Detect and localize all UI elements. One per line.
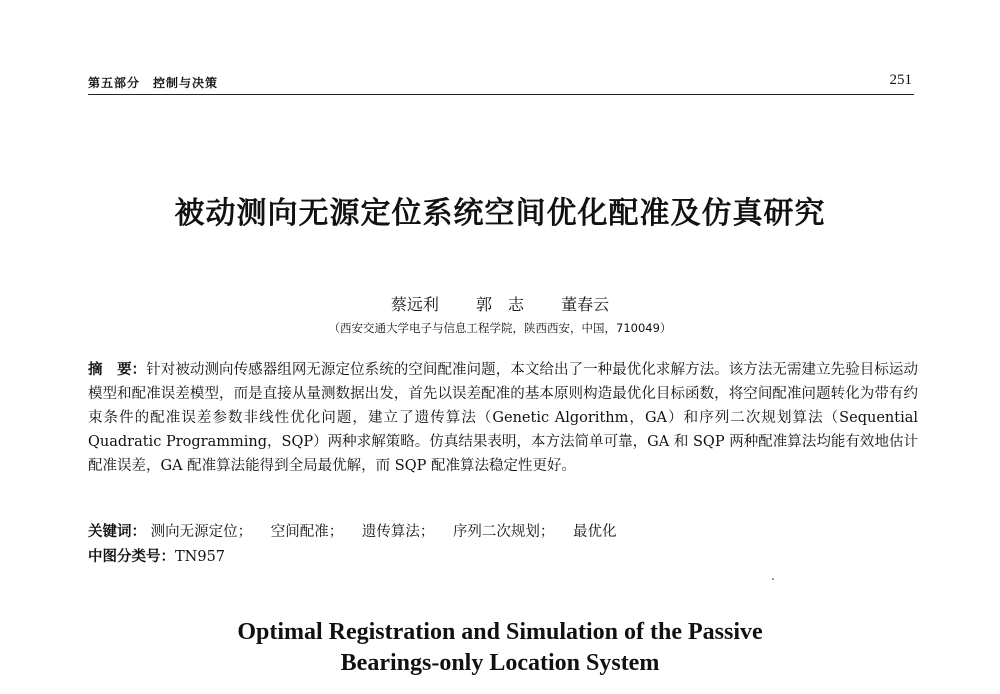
author-list (0, 292, 1000, 315)
abstract (88, 358, 918, 478)
keywords (88, 520, 918, 541)
abstract-label: 摘 要： (88, 362, 147, 378)
classification-value: TN957 (175, 549, 226, 565)
title-en-line-2: Bearings-only Location System (340, 650, 660, 676)
author-1: 蔡远利 (390, 295, 439, 314)
paper-title-chinese: 被动测向无源定位系统空间优化配准及仿真研究 (174, 196, 826, 231)
abstract-text: 针对被动测向传感器组网无源定位系统的空间配准问题，本文给出了一种最优化求解方法。该方法无需建立先验目标运动模型和配准误差模型，而是直接从量测数据出发，首先以误差配准的基本原则构造最优化目标函数，将空间配准问题转化为带有约束条件的配准误差参数非线性优化问题，建立了遗传算法（Genetic Algorithm，GA）和序列二次规划算法（Sequential Quadratic Programming，SQP）两种求解策略。仿真结果表明，本方法简单可靠，GA 和 SQP 两种配准算法均能有效地估计配准误差，GA 配准算法能得到全局最优解，而 SQP 配准算法稳定性更好。 (88, 362, 918, 474)
author-3: 董春云 (561, 295, 610, 314)
keyword-item: 最优化 (573, 524, 617, 540)
keyword-item: 遗传算法； (361, 524, 435, 540)
title-en-line-1: Optimal Registration and Simulation of the Passive (237, 619, 763, 645)
paper-title-english (0, 617, 1000, 679)
section-label: 第五部分 控制与决策 (88, 76, 219, 90)
keyword-item: 空间配准； (270, 524, 344, 540)
classification-label: 中图分类号： (88, 549, 175, 565)
affiliation: （西安交通大学电子与信息工程学院，陕西西安，中国，710049） (328, 321, 672, 335)
running-header (88, 72, 914, 95)
author-2: 郭 志 (475, 295, 524, 314)
keyword-item: 测向无源定位； (150, 524, 253, 540)
keyword-item: 序列二次规划； (452, 524, 555, 540)
keywords-label: 关键词： (88, 524, 146, 540)
scan-speck (772, 578, 774, 580)
page-number: 251 (889, 72, 912, 88)
classification-number (88, 545, 918, 566)
